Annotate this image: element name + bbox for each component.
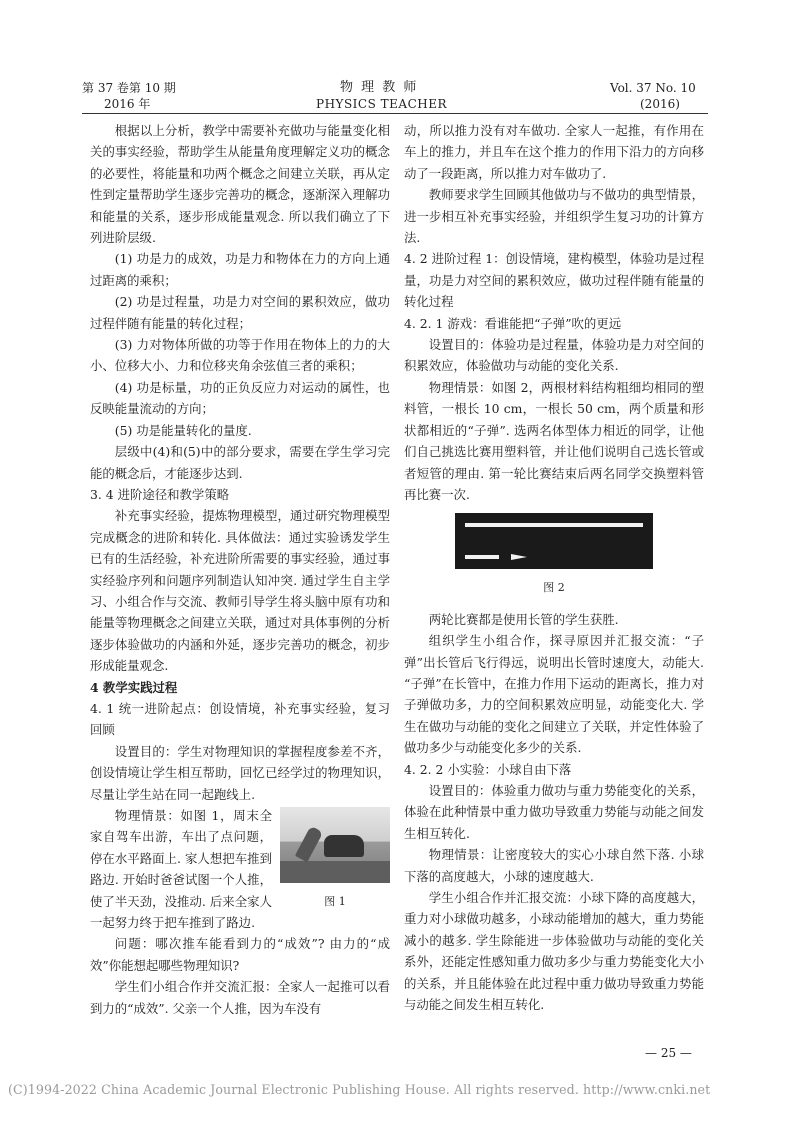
header-year: 2016 年 <box>104 97 151 111</box>
paragraph: 物理情景：如图 2，两根材料结构粗细均相同的塑料管，一根长 10 cm，一根长 50 cm，两个质量和形状都相近的“子弹”. 选两名体型体力相近的同学，让他们自己挑选比赛用塑料管，并让他们说明自己选长管或者短管的理由. 第一轮比赛结束后两名同学交换塑料管再比赛一次. <box>404 379 704 502</box>
subsection-heading: 4. 1 统一进阶起点：创设情境，补充事实经验，复习回顾 <box>90 700 390 738</box>
paragraph: 补充事实经验，提炼物理模型，通过研究物理模型完成概念的进阶和转化. 具体做法：通过实验诱发学生已有的生活经验，补充进阶所需要的事实经验，通过事实经验序列和问题序列制造认知冲突. 通过学生自主学习、小组合作与交流、教师引导学生将头脑中原有功和能量等物理概念之间建立关联，通过对具体事例的分析逐步体验做功的内涵和外延，逐步完善功的概念，初步形成能量观念. <box>90 508 390 674</box>
page-number: — 25 — <box>645 1046 692 1060</box>
header-rule <box>82 113 708 114</box>
long-tube-shape <box>465 523 643 527</box>
paragraph: 根据以上分析，教学中需要补充做功与能量变化相关的事实经验，帮助学生从能量角度理解定义功的概念的必要性，将能量和功两个概念之间建立关联，再从定性到定量帮助学生逐步完善功的概念，逐渐深入理解功和能量的关系，逐步形成能量观念. 所以我们确立了下列进阶层级. <box>90 123 390 246</box>
figure-2-caption: 图 2 <box>543 581 565 595</box>
section-heading: 4 教学实践过程 <box>90 679 178 695</box>
subsubsection-heading: 4. 2. 1 游戏：看谁能把“子弹”吹的更远 <box>404 315 622 331</box>
list-item: (1) 功是力的成效，功是力和物体在力的方向上通过距离的乘积； <box>90 251 390 288</box>
paragraph: 两轮比赛都是使用长管的学生获胜. <box>428 611 619 627</box>
car-shape <box>324 835 364 857</box>
paragraph: 物理情景：让密度较大的实心小球自然下落. 小球下落的高度越大，小球的速度越大. <box>404 847 704 884</box>
person-pushing-shape <box>295 826 323 863</box>
paragraph: 动，所以推力没有对车做功. 全家人一起推，有作用在车上的推力，并且车在这个推力的作用下沿力的方向移动了一段距离，所以推力对车做功了. <box>404 123 704 181</box>
left-column <box>90 120 390 1019</box>
short-tube-shape <box>465 555 499 559</box>
figure-1-image <box>280 807 390 883</box>
figure-2-image <box>455 513 653 569</box>
subsection-heading: 4. 2 进阶过程 1：创设情境，建构模型，体验功是过程量，功是力对空间的累积效应，做功过程伴随有能量的转化过程 <box>404 251 704 310</box>
journal-title-cn: 物 理 教 师 <box>340 80 419 95</box>
paragraph: 学生小组合作并汇报交流：小球下降的高度越大，重力对小球做功越多，小球动能增加的越大，重力势能减小的越多. 学生除能进一步体验做功与动能的变化关系外，还能定性感知重力做功多少与重力势能变化大小的关系，并且能体验在此过程中重力做功导致重力势能与动能之间发生相互转化. <box>404 890 704 1013</box>
paragraph: 设置目的：学生对物理知识的掌握程度参差不齐，创设情境让学生相互帮助，回忆已经学过的物理知识，尽量让学生站在同一起跑线上. <box>90 743 390 802</box>
list-item: (4) 功是标量，功的正负反应力对运动的属性，也反映能量流动的方向； <box>90 379 390 417</box>
paragraph: 设置目的：体验功是过程量，体验功是力对空间的积累效应，体验做功与动能的变化关系. <box>404 337 704 374</box>
paragraph: 学生们小组合作并交流汇报：全家人一起推可以看到力的“成效”. 父亲一个人推，因为车没有 <box>90 979 390 1016</box>
figure-1-caption: 图 1 <box>324 895 346 908</box>
paragraph: 教师要求学生回顾其他做功与不做功的典型情景，进一步相互补充事实经验，并组织学生复习功的计算方法. <box>404 187 704 246</box>
copyright-footer: (C)1994-2022 China Academic Journal Electronic Publishing House. All rights reserved. http://www.cnki.net <box>8 1082 711 1097</box>
journal-title-en: PHYSICS TEACHER <box>316 97 448 111</box>
figure-1 <box>280 807 390 915</box>
road-shape <box>280 861 390 883</box>
section-heading: 3. 4 进阶途径和教学策略 <box>90 486 230 502</box>
list-item: (3) 力对物体所做的功等于作用在物体上的力的大小、位移大小、力和位移夹角余弦值三者的乘积； <box>90 337 390 374</box>
header-year-en: (2016) <box>640 97 680 111</box>
paragraph: 设置目的：体验重力做功与重力势能变化的关系，体验在此种情景中重力做功导致重力势能与动能之间发生相互转化. <box>404 782 704 841</box>
paragraph: 层级中(4)和(5)中的部分要求，需要在学生学习完能的概念后，才能逐步达到. <box>90 444 390 481</box>
subsubsection-heading: 4. 2. 2 小实验：小球自由下落 <box>404 761 572 777</box>
right-column <box>404 120 704 1015</box>
paragraph: 物理情景：如图 1，周末全家自驾车出游，车出了点问题，停在水平路面上. 家人想把车推到路边. 开始时爸爸试图一个人推，使了半天劲，没推动. 后来全家人一起努力终于把车推到了路边. <box>90 808 272 931</box>
list-item: (2) 功是过程量，功是力对空间的累积效应，做功过程伴随有能量的转化过程； <box>90 294 390 331</box>
bullet-shape <box>511 554 527 560</box>
header-volume-issue: 第 37 卷第 10 期 <box>82 81 176 95</box>
paragraph: 问题：哪次推车能看到力的“成效”? 由力的“成效”你能想起哪些物理知识? <box>90 936 390 973</box>
header-vol-en: Vol. 37 No. 10 <box>610 81 696 95</box>
paragraph: 组织学生小组合作，探寻原因并汇报交流：“子弹”出长管后飞行得远，说明出长管时速度大，动能大. “子弹”在长管中，在推力作用下运动的距离长，推力对子弹做功多，力的空间积累效应明显，动能变化大. 学生在做功与动能的变化之间建立了关联，并定性体验了做功多少与动能变化多少的关系. <box>404 633 704 756</box>
list-item: (5) 功是能量转化的量度. <box>114 422 252 438</box>
